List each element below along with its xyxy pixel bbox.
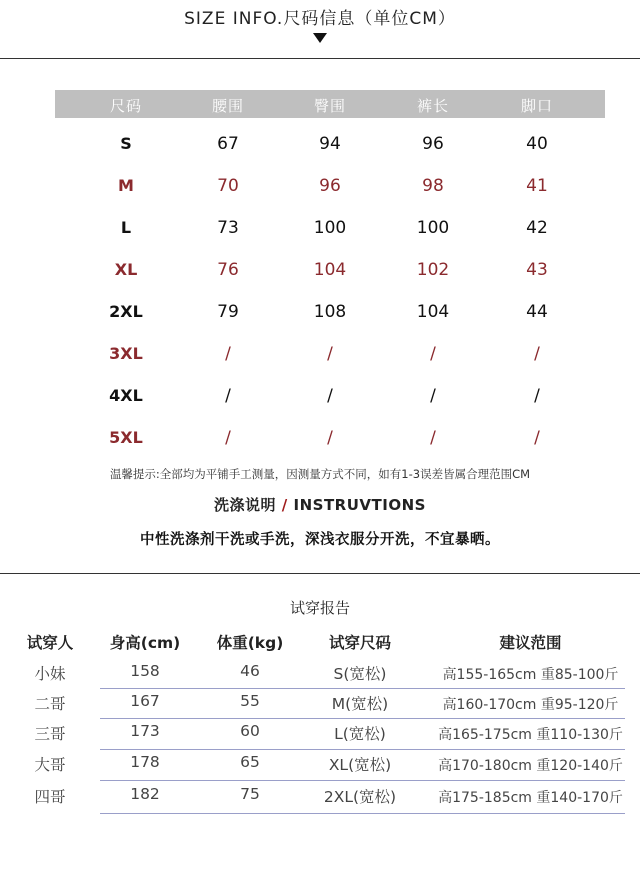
wash-instructions-text: 中性洗涤剂干洗或手洗，深浅衣服分开洗，不宜暴晒。 [140, 532, 500, 548]
suggested-range: 高175-185cm 重140-170斤 [438, 790, 623, 806]
waist-value: 67 [217, 134, 239, 154]
leg-opening-value: / [534, 386, 540, 406]
tester-height: 178 [130, 753, 160, 771]
waist-value: / [225, 428, 231, 448]
column-header-leg-opening: 脚口 [520, 97, 553, 115]
length-value: / [430, 428, 436, 448]
tester-name: 二哥 [34, 695, 66, 713]
leg-opening-value: / [534, 428, 540, 448]
size-row [55, 172, 605, 202]
try-report-row [0, 659, 640, 689]
measurement-tip: 温馨提示:全部均为平铺手工测量，因测量方式不同，如有1-3误差皆属合理范围CM [109, 467, 531, 481]
tester-size: 2XL(宽松) [323, 788, 397, 806]
length-value: 98 [422, 176, 444, 196]
tester-height: 173 [130, 722, 160, 740]
divider [0, 573, 640, 574]
tester-name: 大哥 [34, 756, 66, 774]
tester-height: 167 [130, 692, 160, 710]
size-row [55, 382, 605, 412]
wash-instructions-title [0, 494, 640, 515]
length-value: 100 [416, 218, 450, 238]
tester-weight: 55 [240, 692, 260, 710]
column-header-height: 身高(cm) [109, 634, 181, 652]
size-table-header [55, 90, 605, 118]
size-row [55, 298, 605, 328]
size-row [55, 130, 605, 160]
try-report-row [0, 782, 640, 812]
tester-name: 三哥 [34, 725, 66, 743]
tester-size: L(宽松) [334, 725, 386, 743]
column-header-try-size: 试穿尺码 [328, 634, 391, 652]
tester-height: 158 [130, 662, 160, 680]
column-header-hip: 臀围 [313, 97, 346, 115]
size-row [55, 256, 605, 286]
waist-value: / [225, 344, 231, 364]
hip-value: 94 [319, 134, 341, 154]
size-label: S [120, 134, 132, 153]
size-label: 5XL [109, 428, 143, 447]
column-header-weight: 体重(kg) [216, 634, 284, 652]
try-report-header [0, 628, 640, 658]
leg-opening-value: 42 [526, 218, 548, 238]
tester-weight: 60 [240, 722, 260, 740]
tester-size: XL(宽松) [328, 756, 392, 774]
try-report-row [0, 750, 640, 780]
hip-value: / [327, 386, 333, 406]
try-report-title: 试穿报告 [289, 599, 350, 617]
wash-title-en: INSTRUVTIONS [293, 496, 426, 514]
waist-value: / [225, 386, 231, 406]
leg-opening-value: 44 [526, 302, 548, 322]
column-header-length: 裤长 [416, 97, 449, 115]
length-value: 104 [416, 302, 450, 322]
length-value: / [430, 386, 436, 406]
page-title: SIZE INFO.尺码信息（单位CM） [184, 9, 456, 29]
hip-value: / [327, 428, 333, 448]
suggested-range: 高160-170cm 重95-120斤 [442, 697, 619, 713]
down-arrow-icon [313, 33, 327, 43]
size-row [55, 424, 605, 454]
row-divider [100, 780, 625, 781]
wash-title-cn: 洗涤说明 [214, 496, 277, 514]
waist-value: 73 [217, 218, 239, 238]
tester-weight: 65 [240, 753, 260, 771]
waist-value: 70 [217, 176, 239, 196]
suggested-range: 高170-180cm 重120-140斤 [438, 758, 623, 774]
hip-value: 96 [319, 176, 341, 196]
waist-value: 76 [217, 260, 239, 280]
tester-weight: 46 [240, 662, 260, 680]
waist-value: 79 [217, 302, 239, 322]
tester-name: 四哥 [34, 788, 66, 806]
hip-value: / [327, 344, 333, 364]
try-report-row [0, 689, 640, 719]
wash-title-separator: / [281, 496, 288, 514]
tester-size: S(宽松) [333, 665, 387, 683]
divider [0, 58, 640, 59]
length-value: / [430, 344, 436, 364]
leg-opening-value: 41 [526, 176, 548, 196]
size-label: XL [114, 260, 138, 279]
tester-size: M(宽松) [331, 695, 389, 713]
tester-name: 小妹 [34, 665, 66, 683]
row-divider [100, 813, 625, 814]
size-label: M [118, 176, 134, 195]
size-label: 3XL [109, 344, 143, 363]
size-label: L [120, 218, 132, 237]
column-header-waist: 腰围 [211, 97, 244, 115]
size-label: 2XL [109, 302, 143, 321]
column-header-tester: 试穿人 [26, 634, 74, 652]
size-row [55, 214, 605, 244]
hip-value: 104 [313, 260, 347, 280]
suggested-range: 高165-175cm 重110-130斤 [438, 727, 623, 743]
column-header-size: 尺码 [109, 97, 142, 115]
leg-opening-value: / [534, 344, 540, 364]
size-label: 4XL [109, 386, 143, 405]
length-value: 102 [416, 260, 450, 280]
hip-value: 108 [313, 302, 347, 322]
leg-opening-value: 43 [526, 260, 548, 280]
length-value: 96 [422, 134, 444, 154]
leg-opening-value: 40 [526, 134, 548, 154]
hip-value: 100 [313, 218, 347, 238]
column-header-suggested-range: 建议范围 [499, 634, 562, 652]
size-row [55, 340, 605, 370]
try-report-row [0, 719, 640, 749]
tester-weight: 75 [240, 785, 260, 803]
tester-height: 182 [130, 785, 160, 803]
suggested-range: 高155-165cm 重85-100斤 [442, 667, 619, 683]
